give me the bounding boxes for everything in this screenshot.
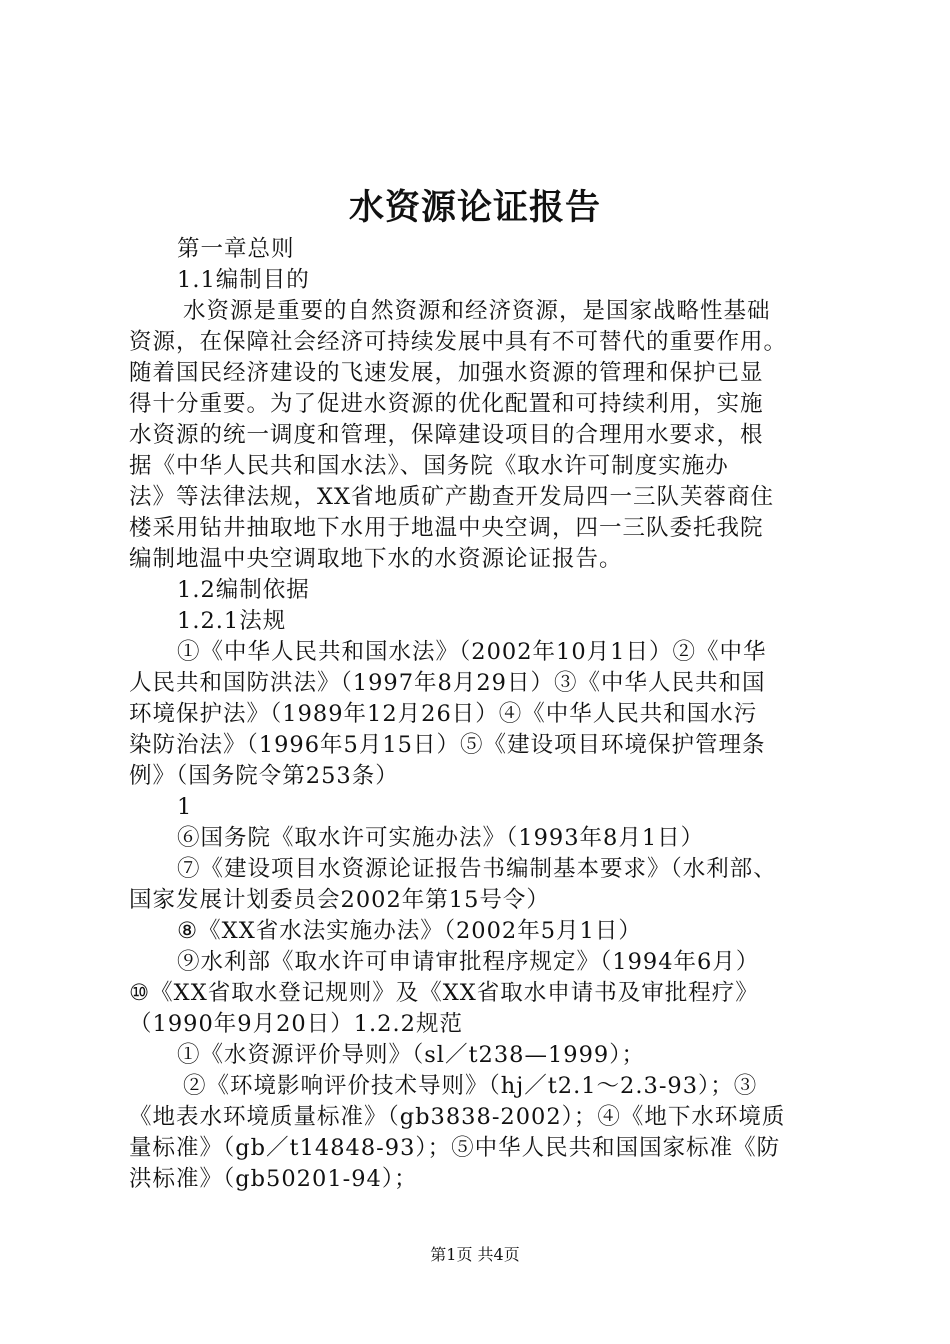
chapter-heading: 第一章总则 bbox=[177, 236, 295, 262]
document-title: 水资源论证报告 bbox=[348, 187, 601, 228]
document-body bbox=[129, 234, 849, 1195]
paragraph-line: 法》等法律法规，XX省地质矿产勘查开发局四一三队芙蓉商住 bbox=[129, 484, 775, 510]
paragraph-line: ⑩《XX省取水登记规则》及《XX省取水申请书及审批程疗》 bbox=[129, 980, 759, 1006]
paragraph-line: 《地表水环境质量标准》（gb3838-2002）；④《地下水环境质 bbox=[129, 1104, 786, 1130]
paragraph-line: 水资源的统一调度和管理，保障建设项目的合理用水要求，根 bbox=[129, 422, 764, 448]
paragraph-line: 水资源是重要的自然资源和经济资源，是国家战略性基础 bbox=[183, 298, 771, 324]
paragraph-line: ①《中华人民共和国水法》（2002年10月1日）②《中华 bbox=[177, 639, 767, 665]
paragraph-line: 环境保护法》（1989年12月26日）④《中华人民共和国水污 bbox=[129, 701, 758, 727]
paragraph-line: 国家发展计划委员会2002年第15号令） bbox=[129, 887, 550, 913]
paragraph-line: 随着国民经济建设的飞速发展，加强水资源的管理和保护已显 bbox=[129, 360, 764, 386]
paragraph-line: 洪标准》（gb50201-94）； bbox=[129, 1166, 418, 1192]
paragraph-line: ①《水资源评价导则》（sl／t238—1999）； bbox=[177, 1042, 645, 1068]
page-footer: 第1页 共4页 bbox=[430, 1245, 520, 1264]
subsection-heading: 1.2.1法规 bbox=[177, 608, 287, 634]
paragraph-line: ⑧《XX省水法实施办法》（2002年5月1日） bbox=[177, 918, 642, 944]
paragraph-line: 楼采用钻井抽取地下水用于地温中央空调，四一三队委托我院 bbox=[129, 515, 764, 541]
paragraph-line: ⑥国务院《取水许可实施办法》（1993年8月1日） bbox=[177, 825, 705, 851]
paragraph-line: 人民共和国防洪法》（1997年8月29日）③《中华人民共和国 bbox=[129, 670, 766, 696]
paragraph-line: ⑦《建设项目水资源论证报告书编制基本要求》（水利部、 bbox=[177, 856, 777, 882]
section-heading: 1.2编制依据 bbox=[177, 577, 310, 603]
paragraph-line: （1990年9月20日）1.2.2规范 bbox=[129, 1011, 463, 1037]
paragraph-line: 染防治法》（1996年5月15日）⑤《建设项目环境保护管理条 bbox=[129, 732, 766, 758]
paragraph-line: 资源，在保障社会经济可持续发展中具有不可替代的重要作用。 bbox=[129, 329, 788, 355]
paragraph-line: 例》（国务院令第253条） bbox=[129, 763, 399, 789]
paragraph-line: ⑨水利部《取水许可申请审批程序规定》（1994年6月） bbox=[177, 949, 760, 975]
paragraph-line: ②《环境影响评价技术导则》（hj／t2.1～2.3-93）；③ bbox=[183, 1073, 758, 1099]
section-heading: 1.1编制目的 bbox=[177, 267, 310, 293]
paragraph-line: 量标准》（gb／t14848-93）；⑤中华人民共和国国家标准《防 bbox=[129, 1135, 781, 1161]
paragraph-line: 得十分重要。为了促进水资源的优化配置和可持续利用，实施 bbox=[129, 391, 764, 417]
page-number-inline: 1 bbox=[177, 794, 193, 820]
paragraph-line: 据《中华人民共和国水法》、国务院《取水许可制度实施办 bbox=[129, 453, 729, 479]
paragraph-line: 编制地温中央空调取地下水的水资源论证报告。 bbox=[129, 546, 623, 572]
